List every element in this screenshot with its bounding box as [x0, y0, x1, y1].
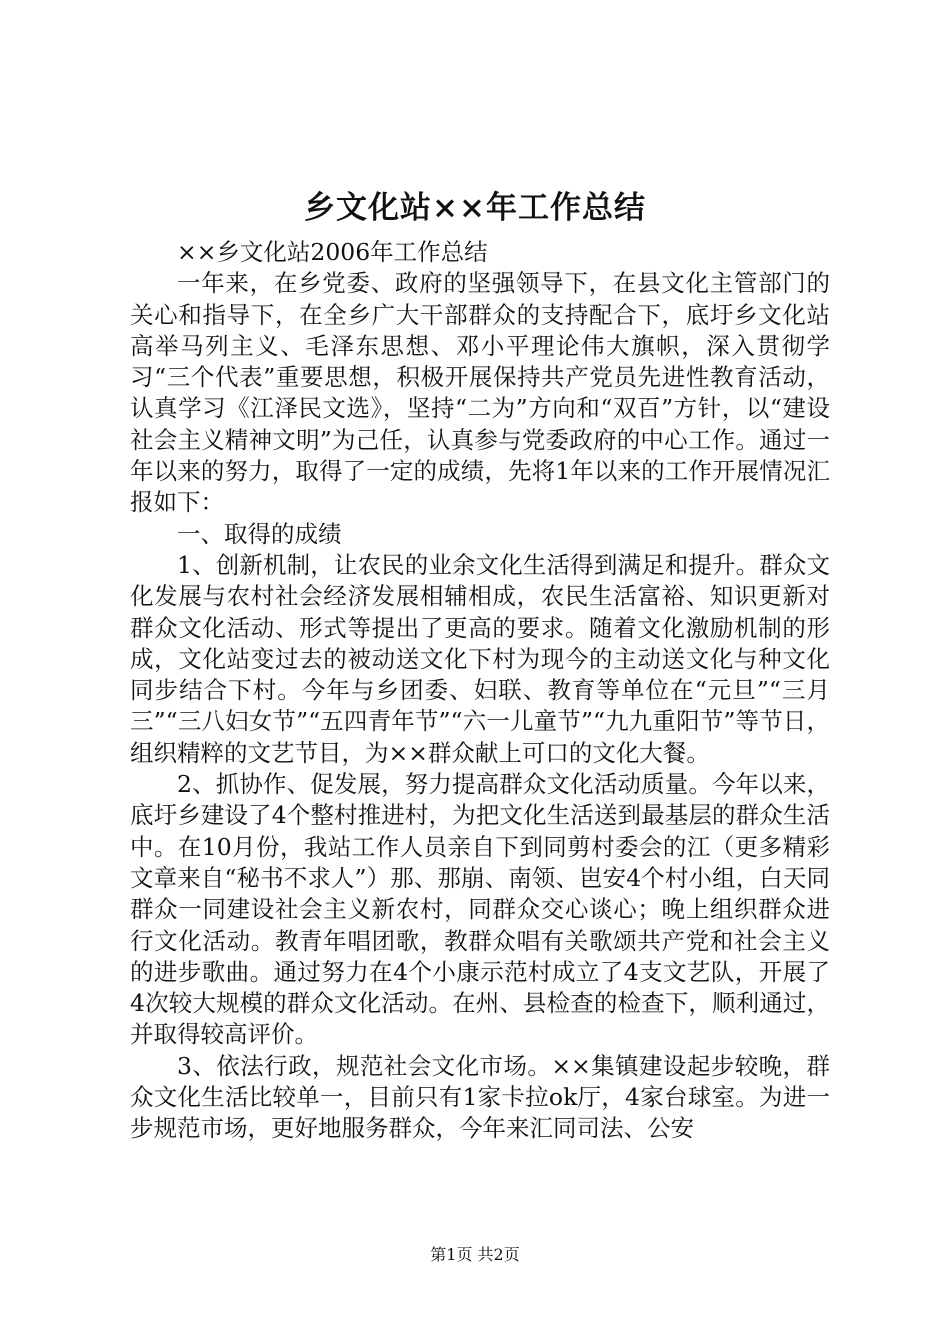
achievement-paragraph-2: 2、抓协作、促发展，努力提高群众文化活动质量。今年以来，底圩乡建设了4个整村推进村，为把文化生活送到最基层的群众生活中。在10月份，我站工作人员亲自下到同剪村委会的江（更多精彩文章来自“秘书不求人”）那、那崩、南领、岜安4个村小组，白天同群众一同建设社会主义新农村，同群众交心谈心；晚上组织群众进行文化活动。教青年唱团歌，教群众唱有关歌颂共产党和社会主义的进步歌曲。通过努力在4个小康示范村成立了4支文艺队，开展了4次较大规模的群众文化活动。在州、县检查的检查下，顺利通过，并取得较高评价。	[130, 770, 830, 1049]
achievement-paragraph-3: 3、依法行政，规范社会文化市场。××集镇建设起步较晚，群众文化生活比较单一，目前只有1家卡拉ok厅，4家台球室。为进一步规范市场，更好地服务群众，今年来汇同司法、公安	[130, 1051, 830, 1143]
report-subtitle: ××乡文化站2006年工作总结	[177, 238, 488, 266]
intro-paragraph: 一年来，在乡党委、政府的坚强领导下，在县文化主管部门的关心和指导下，在全乡广大干部群众的支持配合下，底圩乡文化站高举马列主义、毛泽东思想、邓小平理论伟大旗帜，深入贯彻学习“三个代表”重要思想，积极开展保持共产党员先进性教育活动，认真学习《江泽民文选》，坚持“二为”方向和“双百”方针，以“建设社会主义精神文明”为己任，认真参与党委政府的中心工作。通过一年以来的努力，取得了一定的成绩，先将1年以来的工作开展情况汇报如下：	[130, 269, 830, 517]
document-title: 乡文化站××年工作总结	[304, 190, 646, 226]
document-body	[130, 237, 830, 1145]
achievement-paragraph-1: 1、创新机制，让农民的业余文化生活得到满足和提升。群众文化发展与农村社会经济发展相辅相成，农民生活富裕、知识更新对群众文化活动、形式等提出了更高的要求。随着文化激励机制的形成，文化站变过去的被动送文化下村为现今的主动送文化与种文化同步结合下村。今年与乡团委、妇联、教育等单位在“元旦”“三月三”“三八妇女节”“五四青年节”“六一儿童节”“九九重阳节”等节日，组织精粹的文艺节目，为××群众献上可口的文化大餐。	[130, 550, 830, 767]
section-heading: 一、取得的成绩	[177, 519, 342, 548]
page-footer: 第1页 共2页	[430, 1245, 520, 1264]
